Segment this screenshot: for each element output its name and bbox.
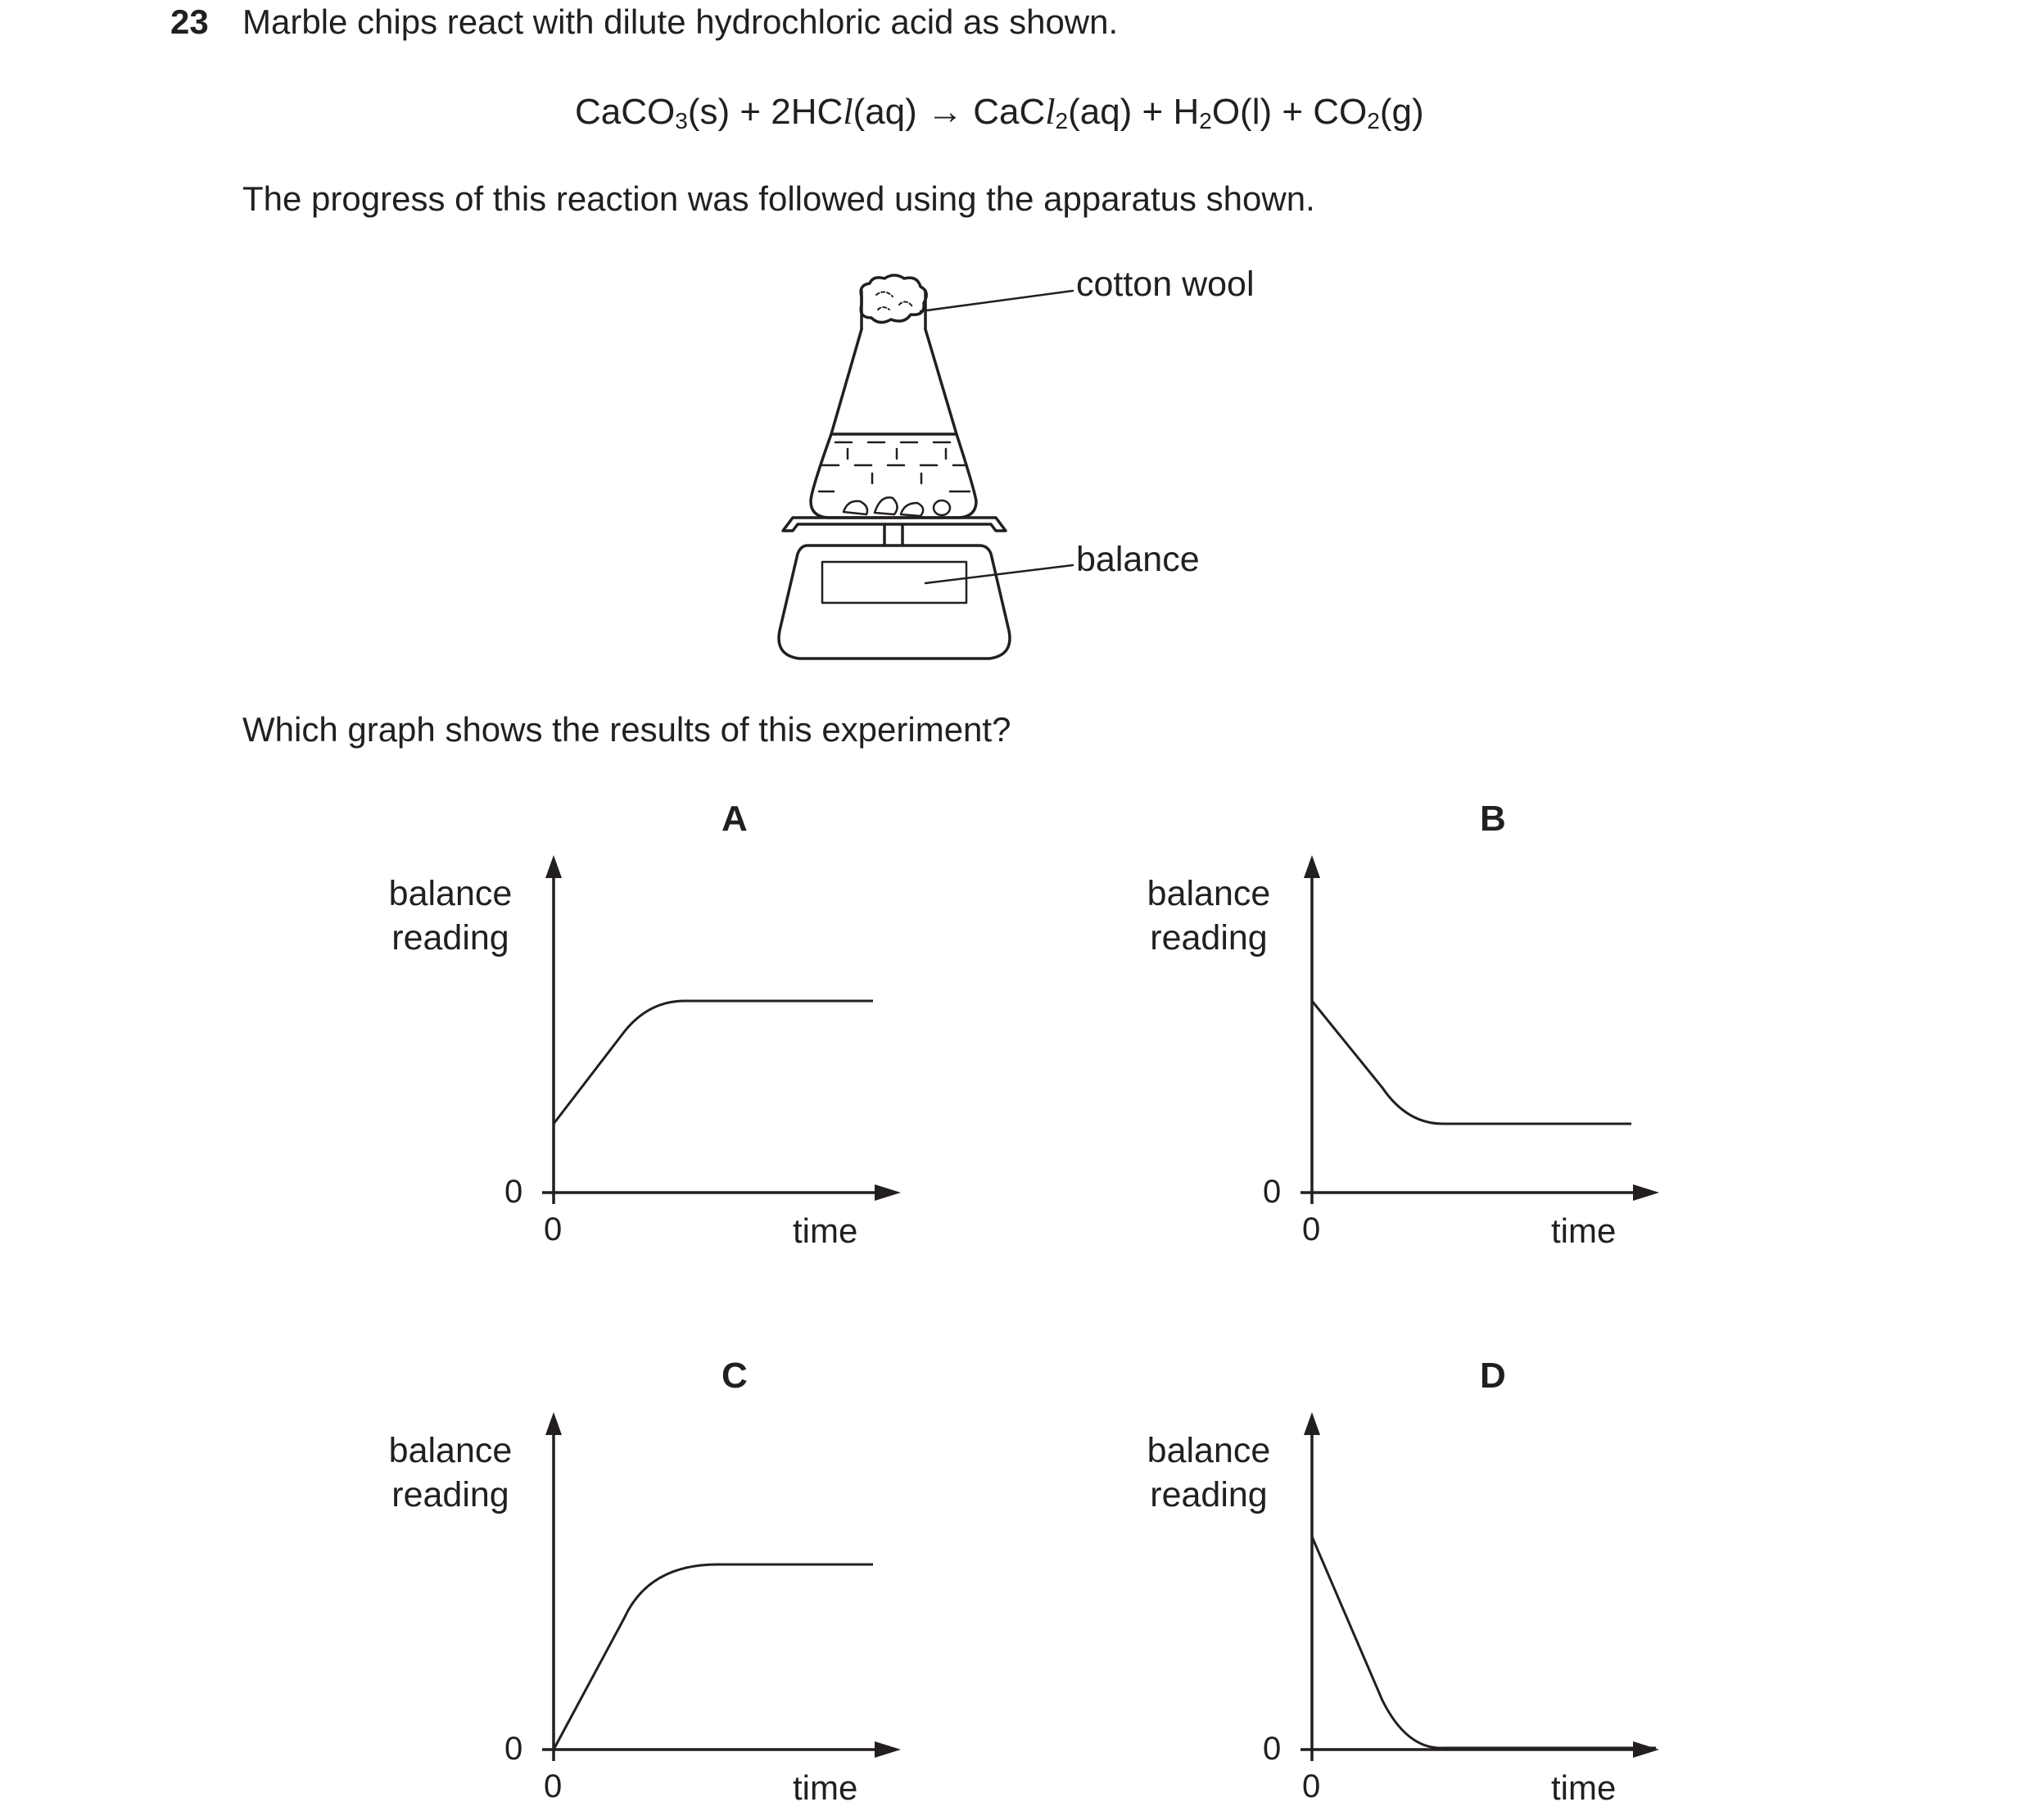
- balance-stem: [884, 524, 902, 546]
- y-axis-arrow: [1304, 1412, 1320, 1435]
- option-b-x-zero: 0: [1302, 1211, 1321, 1247]
- option-a-curve: [554, 1001, 873, 1124]
- equation-text: (aq) + H: [1068, 92, 1200, 132]
- option-d-y-axis-label: [1119, 1428, 1299, 1517]
- y-axis-label-line: balance: [388, 1431, 513, 1470]
- option-b-curve: [1312, 1001, 1631, 1124]
- option-c-graph: [521, 1406, 947, 1782]
- option-b-x-axis-label: time: [1551, 1211, 1617, 1250]
- marble-chips: [844, 497, 950, 516]
- option-b-letter: B: [1480, 799, 1506, 839]
- option-b-graph: [1279, 849, 1705, 1225]
- cotton-wool-leader: [921, 291, 1073, 311]
- y-axis-label-line: reading: [1150, 1475, 1268, 1514]
- label-balance: balance: [1076, 540, 1200, 579]
- option-c-y-zero: 0: [504, 1731, 523, 1767]
- equation-text: (g): [1379, 92, 1424, 132]
- equation-text: (aq) → CaC: [853, 92, 1046, 132]
- option-c-x-zero: 0: [544, 1768, 563, 1804]
- x-axis-arrow: [1633, 1184, 1659, 1201]
- flask-neck: [862, 291, 925, 329]
- option-c-letter: C: [721, 1356, 748, 1396]
- option-a-x-axis-label: time: [793, 1211, 858, 1250]
- option-d-graph: [1279, 1406, 1705, 1782]
- balance-pan: [783, 518, 1006, 531]
- conical-flask: [811, 329, 976, 518]
- equation-italic-l: l: [843, 92, 853, 132]
- equation-subscript: 2: [1199, 108, 1212, 134]
- balance-display: [822, 562, 966, 603]
- equation-italic-l: l: [1045, 92, 1056, 132]
- option-b-y-axis-label: [1119, 872, 1299, 960]
- option-d-x-zero: 0: [1302, 1768, 1321, 1804]
- x-axis-arrow: [1633, 1741, 1659, 1758]
- option-a-y-axis-label: [360, 872, 541, 960]
- y-axis-arrow: [545, 855, 562, 878]
- y-axis-arrow: [545, 1412, 562, 1435]
- question-number: 23: [170, 2, 209, 41]
- option-d-letter: D: [1480, 1356, 1506, 1396]
- y-axis-label-line: balance: [1147, 1431, 1271, 1470]
- apparatus-text: The progress of this reaction was followed using the apparatus shown.: [242, 179, 1315, 218]
- option-c-y-axis-label: [360, 1428, 541, 1517]
- x-axis-arrow: [875, 1184, 901, 1201]
- y-axis-label-line: reading: [391, 918, 509, 958]
- option-d-y-zero: 0: [1263, 1731, 1282, 1767]
- equation-text: O(l) + CO: [1211, 92, 1368, 132]
- equation-text: CaCO: [575, 92, 676, 132]
- balance-leader: [925, 565, 1073, 583]
- y-axis-label-line: balance: [388, 874, 513, 913]
- option-a-x-zero: 0: [544, 1211, 563, 1247]
- y-axis-label-line: reading: [391, 1475, 509, 1514]
- liquid-dashes: [819, 442, 970, 491]
- equation-subscript: 2: [1055, 108, 1069, 134]
- cotton-wool: [861, 275, 926, 323]
- y-axis-arrow: [1304, 855, 1320, 878]
- equation-subscript: 3: [675, 108, 688, 134]
- option-c-curve: [554, 1564, 873, 1750]
- option-a-letter: A: [721, 799, 748, 839]
- equation-subscript: 2: [1367, 108, 1380, 134]
- question-prompt: Which graph shows the results of this experiment?: [242, 710, 1011, 749]
- option-d-curve: [1312, 1537, 1656, 1748]
- x-axis-arrow: [875, 1741, 901, 1758]
- y-axis-label-line: balance: [1147, 874, 1271, 913]
- option-a-graph: [521, 849, 947, 1225]
- option-b-y-zero: 0: [1263, 1174, 1282, 1210]
- equation-text: (s) + 2HC: [687, 92, 844, 132]
- label-cotton-wool: cotton wool: [1076, 265, 1255, 304]
- y-axis-label-line: reading: [1150, 918, 1268, 958]
- option-a-y-zero: 0: [504, 1174, 523, 1210]
- option-d-x-axis-label: time: [1551, 1768, 1617, 1807]
- option-c-x-axis-label: time: [793, 1768, 858, 1807]
- question-intro: Marble chips react with dilute hydrochloric acid as shown.: [242, 2, 1119, 41]
